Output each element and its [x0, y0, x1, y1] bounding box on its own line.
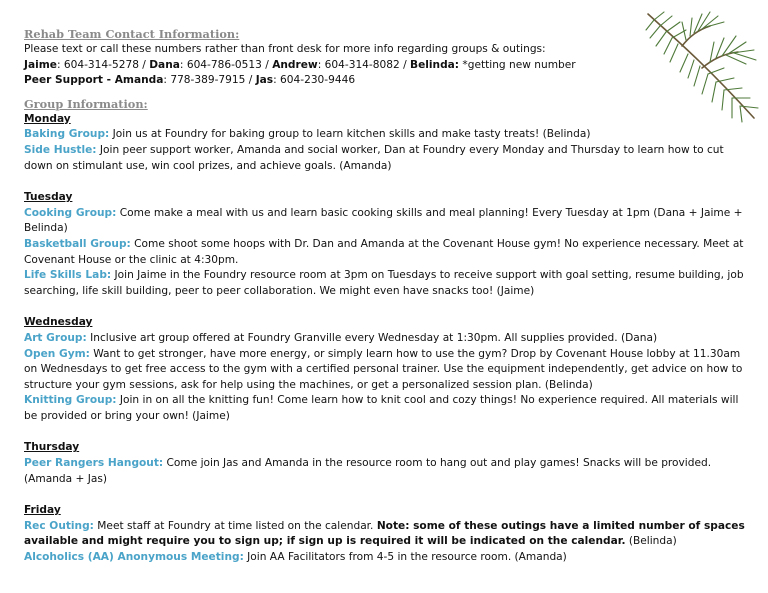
contact-line-2 — [24, 73, 754, 89]
day-heading-friday: Friday — [24, 504, 61, 517]
contact-section-title: Rehab Team Contact Information: — [24, 27, 240, 41]
contact-intro: Please text or call these numbers rather than front desk for more info regarding groups & outings: — [24, 43, 546, 55]
contact-number: : 778-389-7915 / — [163, 74, 256, 87]
group-name: Rec Outing: — [24, 519, 94, 532]
contact-number: *getting new number — [459, 58, 576, 71]
groups-section-title: Group Information: — [24, 96, 148, 111]
group-description: Come shoot some hoops with Dr. Dan and Amanda at the Covenant House gym! No experience necessary. Meet at Covenant House or the clinic at 4:30pm. — [24, 237, 744, 266]
contact-number: : 604-786-0513 / — [179, 58, 273, 71]
group-item — [24, 347, 754, 394]
group-description: Inclusive art group offered at Foundry Granville every Wednesday at 1:30pm. All supplies provided. (Dana) — [86, 331, 658, 344]
group-description: Join us at Foundry for baking group to learn kitchen skills and make tasty treats! (Belinda) — [109, 128, 591, 141]
group-item — [24, 550, 754, 566]
group-name: Basketball Group: — [24, 237, 131, 250]
day-heading-monday: Monday — [24, 112, 71, 125]
contact-name: Belinda: — [410, 58, 460, 71]
group-item — [24, 268, 754, 299]
group-name: Art Group: — [24, 331, 87, 344]
group-description-tail: (Belinda) — [625, 535, 677, 548]
contact-name: Andrew — [272, 58, 318, 71]
group-description: Meet staff at Foundry at time listed on the calendar. — [93, 519, 377, 532]
group-description: Join peer support worker, Amanda and social worker, Dan at Foundry every Monday and Thursday to learn how to cut down on stimulant use, win cool prizes, and achieve goals. (Amanda) — [24, 143, 724, 172]
contact-number: : 604-314-8082 / — [317, 58, 411, 71]
group-name: Cooking Group: — [24, 206, 117, 219]
group-note-bold: Note: some of these outings have a limited number of spaces available and might require you to sign up; if sign up is required it will be indicated on the calendar. — [24, 519, 745, 548]
document — [24, 27, 754, 566]
group-item — [24, 331, 754, 347]
group-name: Baking Group: — [24, 128, 110, 141]
group-name: Life Skills Lab: — [24, 269, 112, 282]
group-name: Knitting Group: — [24, 394, 117, 407]
group-name: Peer Rangers Hangout: — [24, 457, 164, 470]
group-item — [24, 393, 754, 424]
contact-line-1 — [24, 58, 754, 74]
group-description: Join Jaime in the Foundry resource room at 3pm on Tuesdays to receive support with goal setting, resume building, job searching, life skill building, peer to peer collaboration. We might even have snacks too! (Jaime) — [24, 269, 744, 297]
day-heading-tuesday: Tuesday — [24, 191, 73, 204]
group-item — [24, 519, 754, 550]
contact-name: Jaime — [24, 58, 57, 71]
group-description: Come join Jas and Amanda in the resource room to hang out and play games! Snacks will be provided. (Amanda + Jas) — [24, 457, 712, 485]
group-name: Open Gym: — [24, 347, 90, 360]
group-description: Join AA Facilitators from 4-5 in the resource room. (Amanda) — [243, 551, 567, 564]
group-item — [24, 237, 754, 268]
group-description: Want to get stronger, have more energy, or simply learn how to use the gym? Drop by Covenant House lobby at 11.30am on Wednesdays to get free access to the gym with a certified personal trainer. Use the equipment independently, get advice on how to structure your gym sessions, ask for help using the machines, or get a personalized session plan. (Belinda) — [24, 347, 743, 391]
contact-name: Dana — [149, 58, 180, 71]
group-item — [24, 127, 754, 143]
group-name: Side Hustle: — [24, 143, 97, 156]
contact-number: : 604-230-9446 — [273, 74, 356, 87]
day-heading-thursday: Thursday — [24, 441, 80, 454]
group-item — [24, 456, 754, 487]
group-description: Join in on all the knitting fun! Come learn how to knit cool and cozy things! No experience required. All materials will be provided or bring your own! (Jaime) — [24, 394, 739, 422]
group-item — [24, 206, 754, 237]
day-heading-wednesday: Wednesday — [24, 316, 93, 329]
group-item — [24, 143, 754, 174]
contact-number: : 604-314-5278 / — [56, 58, 150, 71]
group-description: Come make a meal with us and learn basic cooking skills and meal planning! Every Tuesday at 1pm (Dana + Jaime + Belinda) — [24, 206, 743, 235]
contact-name: Peer Support - Amanda — [24, 74, 164, 87]
contact-name: Jas — [255, 74, 274, 87]
group-name: Alcoholics (AA) Anonymous Meeting: — [24, 551, 244, 564]
